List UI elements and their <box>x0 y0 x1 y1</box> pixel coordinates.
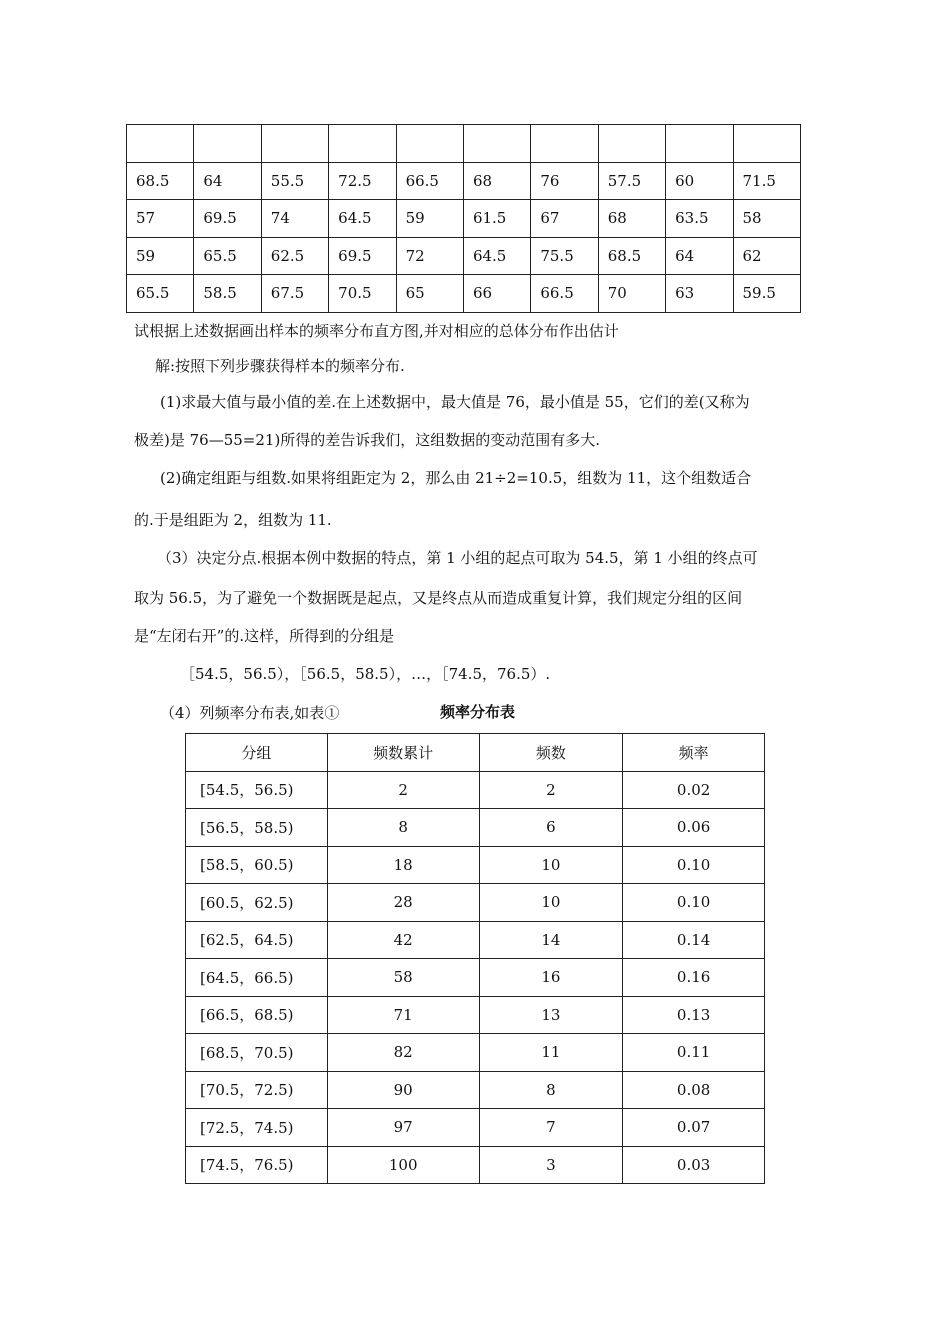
step3-line2: 取为 56.5，为了避免一个数据既是起点，又是终点从而造成重复计算，我们规定分组的区间 <box>134 589 743 607</box>
table-cell: 60 <box>666 162 733 200</box>
table-cell: 62.5 <box>261 237 328 275</box>
table-cell: 76 <box>531 162 598 200</box>
table-cell: 63 <box>666 275 733 313</box>
table-row <box>186 1034 765 1072</box>
table-row <box>186 809 765 847</box>
step3-line1: （3）决定分点.根据本例中数据的特点，第 1 小组的起点可取为 54.5，第 1 小组的终点可 <box>157 549 758 567</box>
table-cell: 0.07 <box>623 1109 765 1147</box>
header-count: 频数 <box>479 734 623 772</box>
frequency-distribution-table <box>185 733 765 1184</box>
table-cell: 7 <box>479 1109 623 1147</box>
sample-data-table <box>126 124 801 313</box>
table-cell: 67.5 <box>261 275 328 313</box>
table-cell: 0.10 <box>623 846 765 884</box>
step1-line1: (1)求最大值与最小值的差.在上述数据中，最大值是 76，最小值是 55，它们的差(又称为 <box>160 393 750 411</box>
step4-text: （4）列频率分布表,如表① <box>160 704 340 722</box>
step2-line2: 的.于是组距为 2，组数为 11. <box>134 511 332 529</box>
table-cell: 0.06 <box>623 809 765 847</box>
table-cell: 58 <box>327 959 479 997</box>
solution-intro: 解:按照下列步骤获得样本的频率分布. <box>155 357 405 375</box>
table-cell <box>396 125 463 163</box>
table-cell: 58 <box>733 200 800 238</box>
table-cell: 82 <box>327 1034 479 1072</box>
table-row <box>186 921 765 959</box>
table-cell: 59.5 <box>733 275 800 313</box>
table-cell <box>194 125 261 163</box>
table-row <box>186 846 765 884</box>
table-cell: 90 <box>327 1071 479 1109</box>
table-cell: 0.11 <box>623 1034 765 1072</box>
table-cell: 71 <box>327 996 479 1034</box>
table-cell: 64 <box>666 237 733 275</box>
step1-line2: 极差)是 76—55=21)所得的差告诉我们，这组数据的变动范围有多大. <box>134 431 601 449</box>
table-cell: 70 <box>598 275 665 313</box>
table-cell <box>127 125 194 163</box>
table-cell: 69.5 <box>194 200 261 238</box>
table-cell: 68.5 <box>598 237 665 275</box>
table-cell <box>598 125 665 163</box>
table-cell: 10 <box>479 846 623 884</box>
table-cell: 2 <box>327 771 479 809</box>
table-cell: 2 <box>479 771 623 809</box>
table-row <box>186 1109 765 1147</box>
table-cell: 28 <box>327 884 479 922</box>
step3-line3: 是“左闭右开”的.这样，所得到的分组是 <box>134 627 395 645</box>
table-cell: 6 <box>479 809 623 847</box>
table-cell <box>463 125 530 163</box>
table-row <box>127 275 801 313</box>
table-cell: 57 <box>127 200 194 238</box>
table-cell: 0.16 <box>623 959 765 997</box>
table-cell: [62.5，64.5) <box>186 921 328 959</box>
table-cell: 61.5 <box>463 200 530 238</box>
table-cell: 66.5 <box>531 275 598 313</box>
table-row <box>127 162 801 200</box>
interval-list: ［54.5，56.5），［56.5，58.5），…，［74.5，76.5）. <box>180 665 551 683</box>
table-cell <box>261 125 328 163</box>
problem-prompt: 试根据上述数据画出样本的频率分布直方图,并对相应的总体分布作出估计 <box>134 322 619 340</box>
table-cell <box>666 125 733 163</box>
table-cell: 0.02 <box>623 771 765 809</box>
table-cell: 67 <box>531 200 598 238</box>
table-cell: 13 <box>479 996 623 1034</box>
table-row <box>186 771 765 809</box>
table-cell: [58.5，60.5) <box>186 846 328 884</box>
table-cell: [70.5，72.5) <box>186 1071 328 1109</box>
table-cell: 97 <box>327 1109 479 1147</box>
table-cell: 10 <box>479 884 623 922</box>
table-cell: 100 <box>327 1146 479 1184</box>
table-cell: [74.5，76.5) <box>186 1146 328 1184</box>
table-cell: 68.5 <box>127 162 194 200</box>
table-cell: 72 <box>396 237 463 275</box>
table-cell: 63.5 <box>666 200 733 238</box>
table-cell: [64.5，66.5) <box>186 959 328 997</box>
table-cell: 70.5 <box>329 275 396 313</box>
table-cell: 3 <box>479 1146 623 1184</box>
table-cell: 58.5 <box>194 275 261 313</box>
table-cell: 64.5 <box>329 200 396 238</box>
table-cell: 65.5 <box>127 275 194 313</box>
table-cell: 69.5 <box>329 237 396 275</box>
header-cumulative: 频数累计 <box>327 734 479 772</box>
table-row <box>186 884 765 922</box>
table-cell: 16 <box>479 959 623 997</box>
table-row <box>186 1071 765 1109</box>
table-cell: 42 <box>327 921 479 959</box>
table-cell: 66.5 <box>396 162 463 200</box>
table-cell <box>329 125 396 163</box>
table-cell: 0.08 <box>623 1071 765 1109</box>
table-cell: 11 <box>479 1034 623 1072</box>
table-cell: [60.5，62.5) <box>186 884 328 922</box>
table-cell: [66.5，68.5) <box>186 996 328 1034</box>
table-cell: [54.5，56.5) <box>186 771 328 809</box>
table-cell: 66 <box>463 275 530 313</box>
table-cell <box>531 125 598 163</box>
table-cell: 75.5 <box>531 237 598 275</box>
table-cell: 8 <box>327 809 479 847</box>
table-cell: 0.10 <box>623 884 765 922</box>
table-cell: 0.03 <box>623 1146 765 1184</box>
table-cell: 55.5 <box>261 162 328 200</box>
table-row <box>127 200 801 238</box>
table-cell: 65 <box>396 275 463 313</box>
table-cell: 8 <box>479 1071 623 1109</box>
table-cell: 64 <box>194 162 261 200</box>
table-row <box>186 1146 765 1184</box>
table-row <box>127 237 801 275</box>
table-cell: [68.5，70.5) <box>186 1034 328 1072</box>
table-cell: 18 <box>327 846 479 884</box>
table-cell: 0.13 <box>623 996 765 1034</box>
table-cell: 71.5 <box>733 162 800 200</box>
table-cell: [56.5，58.5) <box>186 809 328 847</box>
table-row <box>127 125 801 163</box>
table-cell: 57.5 <box>598 162 665 200</box>
table-cell: 68 <box>598 200 665 238</box>
table-cell: 65.5 <box>194 237 261 275</box>
header-frequency: 频率 <box>623 734 765 772</box>
table-cell: 68 <box>463 162 530 200</box>
table-cell: 72.5 <box>329 162 396 200</box>
table-cell: 0.14 <box>623 921 765 959</box>
table-row <box>186 959 765 997</box>
header-group: 分组 <box>186 734 328 772</box>
freq-table-title: 频率分布表 <box>440 703 516 721</box>
table-cell <box>733 125 800 163</box>
table-cell: [72.5，74.5) <box>186 1109 328 1147</box>
table-cell: 59 <box>396 200 463 238</box>
table-cell: 14 <box>479 921 623 959</box>
table-cell: 62 <box>733 237 800 275</box>
table-cell: 59 <box>127 237 194 275</box>
step2-line1: (2)确定组距与组数.如果将组距定为 2，那么由 21÷2=10.5，组数为 11，这个组数适合 <box>160 469 752 487</box>
table-cell: 64.5 <box>463 237 530 275</box>
freq-table-header-row <box>186 734 765 772</box>
table-cell: 74 <box>261 200 328 238</box>
table-row <box>186 996 765 1034</box>
